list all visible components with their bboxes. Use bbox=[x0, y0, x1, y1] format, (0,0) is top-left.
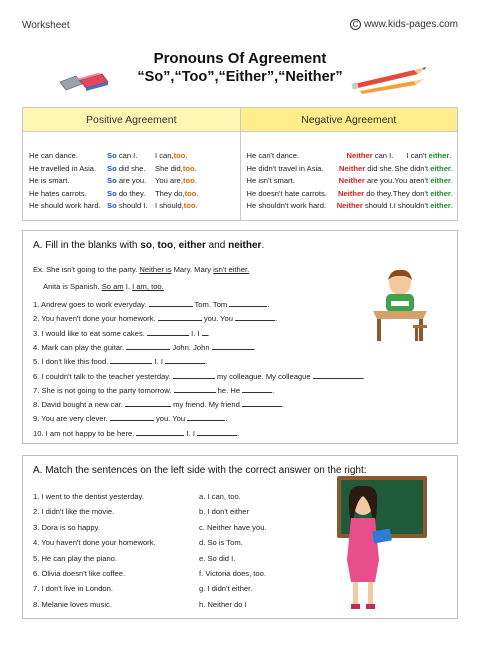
question-5 bbox=[33, 356, 207, 366]
exercise-1-instruction: A. Fill in the blanks with so, too, either and neither. bbox=[33, 240, 265, 251]
negative-agreement-row bbox=[247, 163, 454, 176]
original-sentence: He travelled in Asia. bbox=[29, 163, 97, 173]
copyright-icon: C bbox=[350, 19, 361, 30]
match-left-item: 1. I went to the dentist yesterday. bbox=[33, 492, 144, 501]
answer-blank[interactable] bbox=[147, 328, 189, 336]
answer-blank[interactable] bbox=[149, 299, 193, 307]
too-pre: You are, bbox=[155, 176, 184, 186]
question-end: . bbox=[362, 371, 365, 381]
either-pre: I can't bbox=[406, 151, 429, 160]
either-word: either bbox=[430, 176, 451, 186]
question-text: 8. David bought a new car. bbox=[33, 400, 126, 410]
question-text: 2. You haven't done your homework. bbox=[33, 314, 158, 324]
original-sentence: He can dance. bbox=[29, 151, 78, 160]
original-sentence: He hates carrots. bbox=[29, 188, 87, 198]
question-end: . bbox=[267, 300, 270, 309]
neither-word: Neither bbox=[338, 176, 365, 186]
match-right-item: g. I didn't either. bbox=[199, 584, 253, 594]
neither-response bbox=[339, 175, 395, 188]
so-rest: should I. bbox=[116, 201, 148, 211]
matching-exercise bbox=[22, 455, 458, 619]
too-word: too bbox=[184, 188, 197, 198]
too-response bbox=[155, 163, 236, 176]
question-1 bbox=[33, 299, 270, 309]
negative-agreement-header: Negative Agreement bbox=[240, 108, 458, 132]
too-word: too bbox=[183, 201, 196, 211]
so-rest: do they. bbox=[116, 188, 146, 198]
too-word: too bbox=[182, 163, 195, 173]
neither-rest: do they. bbox=[364, 188, 393, 198]
too-pre: I should, bbox=[155, 201, 184, 211]
either-word: either bbox=[430, 188, 451, 198]
question-text: 10. I am not happy to be here. bbox=[33, 428, 137, 438]
too-pre: She did, bbox=[155, 163, 183, 173]
either-pre: You aren't bbox=[394, 176, 431, 186]
question-mid: my friend. My friend bbox=[171, 400, 242, 410]
neither-response bbox=[347, 150, 407, 163]
so-word: So bbox=[107, 176, 117, 186]
answer-blank[interactable] bbox=[313, 371, 363, 379]
question-mid: I. I bbox=[152, 357, 166, 367]
question-end: . bbox=[281, 400, 285, 410]
either-post: . bbox=[450, 176, 453, 186]
neither-word: Neither bbox=[336, 201, 363, 211]
negative-agreement-row bbox=[247, 200, 454, 213]
neither-rest: are you. bbox=[364, 176, 395, 186]
question-mid: he. He bbox=[215, 385, 243, 395]
so-rest: did she. bbox=[116, 163, 146, 173]
question-7 bbox=[33, 385, 274, 395]
question-mid: John. John bbox=[170, 342, 212, 352]
match-left-item: 7. I don't live in London. bbox=[33, 584, 113, 594]
either-response bbox=[393, 188, 453, 201]
too-post: . bbox=[196, 188, 199, 198]
answer-blank[interactable] bbox=[242, 399, 285, 410]
question-text: 5. I don't like this food. bbox=[33, 357, 111, 367]
question-6 bbox=[33, 371, 365, 381]
top-bar bbox=[0, 0, 480, 40]
question-4 bbox=[33, 342, 256, 352]
answer-blank[interactable] bbox=[229, 299, 270, 309]
match-right-item: f. Victoria does, too. bbox=[199, 569, 266, 578]
question-text: 4. Mark can play the guitar. bbox=[33, 342, 127, 352]
positive-agreement-row bbox=[29, 150, 236, 163]
question-text: 7. She is not going to the party tomorrow. bbox=[33, 385, 174, 395]
answer-blank[interactable] bbox=[242, 385, 275, 395]
positive-agreement-header: Positive Agreement bbox=[23, 108, 240, 132]
answer-blank[interactable] bbox=[110, 413, 154, 421]
original-sentence: He isn't smart. bbox=[246, 176, 295, 186]
question-2 bbox=[33, 313, 277, 323]
either-response bbox=[395, 163, 453, 176]
so-response bbox=[107, 163, 155, 176]
question-text: 1. Andrew goes to work everyday. bbox=[33, 300, 149, 309]
answer-blank[interactable] bbox=[212, 342, 254, 350]
page-title: Pronouns Of Agreement bbox=[153, 50, 327, 67]
question-9 bbox=[33, 413, 227, 423]
positive-agreement-row bbox=[29, 200, 236, 213]
match-left-item: 6. Olivia doesn't like coffee. bbox=[33, 569, 126, 578]
match-left-item: 4. You haven't done your homework. bbox=[33, 538, 156, 548]
either-response bbox=[407, 150, 454, 163]
either-response bbox=[394, 200, 453, 213]
answer-blank[interactable] bbox=[136, 428, 184, 436]
too-post: . bbox=[185, 151, 188, 160]
student-icon bbox=[369, 267, 431, 343]
original-sentence: He is smart. bbox=[29, 176, 70, 186]
question-end: . bbox=[237, 428, 240, 438]
neither-rest: can I. bbox=[372, 151, 394, 160]
match-left-item: 3. Dora is so happy. bbox=[33, 522, 100, 532]
too-response bbox=[155, 175, 236, 188]
too-word: too bbox=[173, 151, 186, 160]
original-sentence: He can't dance. bbox=[246, 151, 300, 160]
either-response bbox=[394, 175, 453, 188]
answer-blank[interactable] bbox=[126, 342, 170, 350]
question-3 bbox=[33, 328, 210, 338]
match-right-item: a. I can, too. bbox=[199, 492, 241, 501]
answer-blank[interactable] bbox=[197, 428, 240, 438]
original-sentence: He doesn't hate carrots. bbox=[246, 188, 327, 198]
question-end: . bbox=[225, 414, 228, 424]
so-word: So bbox=[107, 151, 117, 160]
too-response bbox=[155, 200, 236, 213]
question-mid: you. You bbox=[201, 314, 236, 324]
original-sentence: He didn't travel in Asia. bbox=[246, 163, 324, 173]
too-response bbox=[155, 150, 236, 163]
question-10 bbox=[33, 428, 239, 438]
too-post: . bbox=[194, 176, 197, 186]
either-word: either bbox=[428, 151, 450, 160]
question-text: 3. I would like to eat some cakes. bbox=[33, 328, 147, 338]
match-right-item: e. So did I. bbox=[199, 553, 236, 563]
neither-word: Neither bbox=[339, 163, 366, 173]
question-mid: you. You bbox=[153, 414, 188, 424]
neither-word: Neither bbox=[337, 188, 365, 198]
neither-word: Neither bbox=[346, 151, 373, 160]
match-right-item: d. So is Tom. bbox=[199, 538, 243, 548]
so-response bbox=[107, 175, 155, 188]
negative-agreement-column bbox=[240, 132, 458, 220]
question-end: . bbox=[272, 385, 275, 395]
answer-blank[interactable] bbox=[110, 356, 152, 364]
match-left-item: 5. He can play the piano. bbox=[33, 553, 118, 563]
answer-blank[interactable] bbox=[235, 313, 278, 324]
match-left-item: 2. I didn't like the movie. bbox=[33, 507, 115, 517]
match-right-item: h. Neither do I bbox=[199, 599, 247, 609]
so-response bbox=[107, 150, 155, 163]
too-response bbox=[155, 188, 236, 201]
so-response bbox=[107, 200, 155, 213]
site-credit bbox=[350, 19, 458, 30]
question-text: 6. I couldn't talk to the teacher yesterday. bbox=[33, 371, 173, 381]
question-end: . bbox=[275, 314, 278, 324]
question-end: . bbox=[205, 357, 208, 367]
answer-blank[interactable] bbox=[165, 356, 208, 367]
either-post: . bbox=[450, 163, 453, 173]
so-word: So bbox=[107, 188, 117, 198]
neither-response bbox=[337, 200, 394, 213]
either-post: . bbox=[449, 151, 452, 160]
page-subtitle: “So”,“Too”,“Either”,“Neither” bbox=[137, 69, 343, 85]
too-pre: They do, bbox=[155, 188, 185, 198]
either-pre: I shouldn't bbox=[393, 201, 431, 211]
positive-agreement-column bbox=[23, 132, 240, 220]
neither-response bbox=[339, 163, 395, 176]
pencils-icon bbox=[350, 66, 432, 94]
question-mid: I. I bbox=[184, 428, 198, 438]
example-1: Ex. She isn't going to the party. Neither is Mary. Mary isn't either. bbox=[33, 265, 250, 274]
question-end: . bbox=[253, 342, 256, 352]
neither-rest: did she. bbox=[365, 163, 394, 173]
positive-agreement-row bbox=[29, 163, 236, 176]
answer-blank[interactable] bbox=[174, 385, 216, 393]
fill-in-blanks-exercise bbox=[22, 230, 458, 444]
agreement-table-header bbox=[23, 108, 457, 132]
match-right-item: c. Neither have you. bbox=[199, 522, 267, 532]
match-left-item: 8. Melanie loves music. bbox=[33, 599, 112, 609]
positive-agreement-row bbox=[29, 188, 236, 201]
question-mid: my colleague. My colleague bbox=[214, 371, 313, 381]
either-pre: She didn't bbox=[394, 163, 431, 173]
negative-agreement-row bbox=[247, 188, 454, 201]
neither-response bbox=[338, 188, 393, 201]
eraser-icon bbox=[58, 70, 110, 92]
agreement-table bbox=[22, 107, 458, 221]
too-pre: I can, bbox=[155, 151, 174, 160]
negative-agreement-row bbox=[247, 175, 454, 188]
either-word: either bbox=[430, 201, 451, 211]
answer-blank[interactable] bbox=[187, 413, 228, 424]
too-post: . bbox=[195, 201, 198, 211]
question-mid: I. I bbox=[188, 328, 202, 338]
too-word: too bbox=[183, 176, 195, 186]
question-text: 9. You are very clever. bbox=[33, 414, 110, 424]
original-sentence: He shouldn't work hard. bbox=[246, 201, 327, 211]
so-word: So bbox=[107, 201, 117, 211]
neither-rest: should I. bbox=[362, 201, 394, 211]
answer-blank[interactable] bbox=[158, 313, 202, 321]
match-right-item: b. I don't either bbox=[199, 507, 249, 517]
question-end: . bbox=[207, 328, 210, 338]
either-post: . bbox=[450, 188, 453, 198]
so-rest: can I. bbox=[116, 151, 138, 160]
answer-blank[interactable] bbox=[125, 399, 171, 407]
question-mid: Tom. Tom bbox=[192, 300, 230, 309]
either-post: . bbox=[450, 201, 453, 211]
so-word: So bbox=[107, 163, 117, 173]
example-2: Anita is Spanish. So am I. I am, too. bbox=[43, 282, 164, 291]
original-sentence: He should work hard. bbox=[29, 201, 101, 211]
positive-agreement-row bbox=[29, 175, 236, 188]
exercise-2-instruction: A. Match the sentences on the left side with the correct answer on the right: bbox=[33, 465, 367, 476]
so-response bbox=[107, 188, 155, 201]
worksheet-label: Worksheet bbox=[22, 20, 70, 31]
so-rest: are you. bbox=[116, 176, 147, 186]
too-post: . bbox=[194, 163, 197, 173]
question-8 bbox=[33, 399, 284, 409]
teacher-icon bbox=[317, 474, 429, 612]
answer-blank[interactable] bbox=[173, 371, 215, 379]
site-url: www.kids-pages.com bbox=[364, 19, 458, 30]
either-word: either bbox=[430, 163, 451, 173]
either-pre: They don't bbox=[392, 188, 431, 198]
negative-agreement-row bbox=[247, 150, 454, 163]
